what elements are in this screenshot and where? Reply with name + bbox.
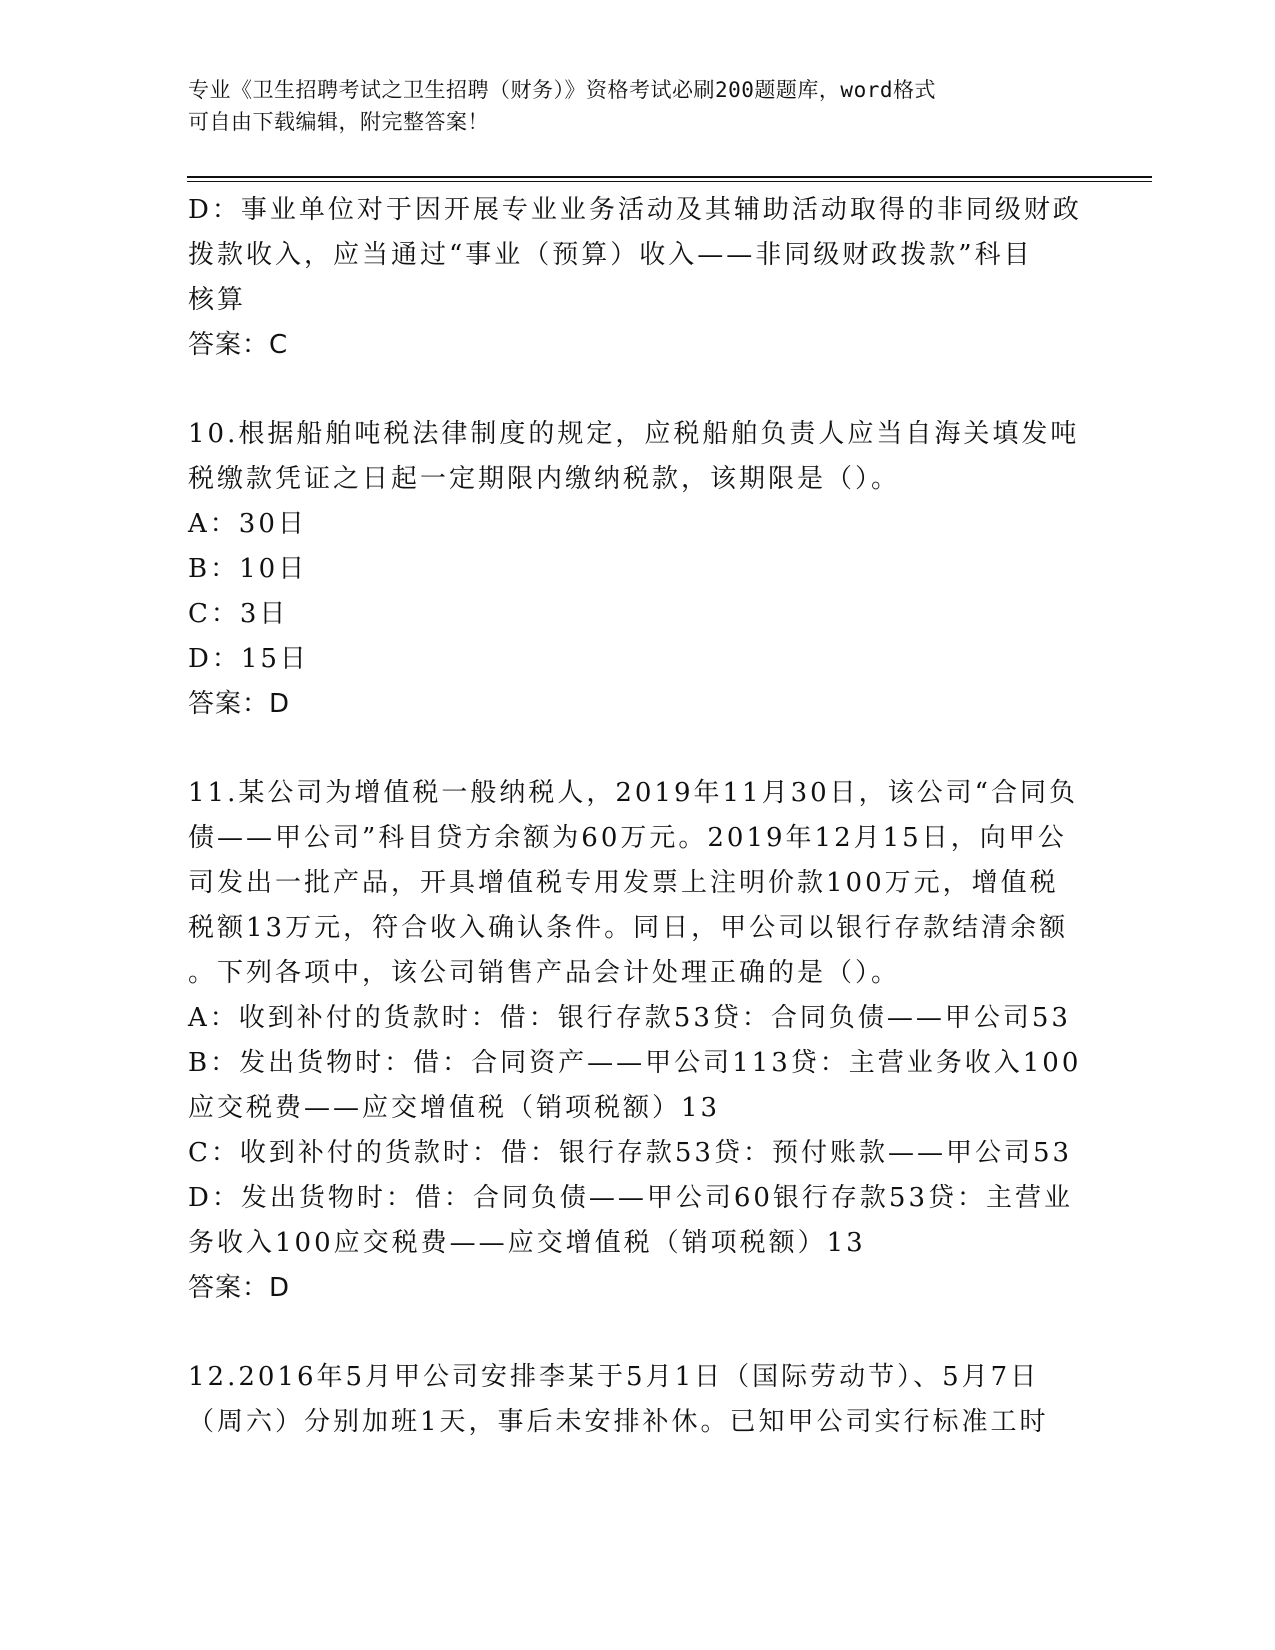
spacer xyxy=(188,727,1088,771)
question-10-stem-line-1: 10.根据船舶吨税法律制度的规定，应税船舶负责人应当自海关填发吨 xyxy=(188,419,1080,449)
question-11-stem-line-1: 11.某公司为增值税一般纳税人，2019年11月30日，该公司“合同负 xyxy=(188,778,1078,808)
question-11-stem-line-2: 债——甲公司”科目贷方余额为60万元。2019年12月15日，向甲公 xyxy=(188,823,1067,853)
option-d-line-2: 务收入100应交税费——应交增值税（销项税额）13 xyxy=(188,1228,866,1258)
question-content xyxy=(188,188,1088,1445)
option-a: A：收到补付的货款时：借：银行存款53贷：合同负债——甲公司53 xyxy=(188,1003,1071,1033)
header-line-1: 专业《卫生招聘考试之卫生招聘（财务）》资格考试必刷200题题库，word格式 xyxy=(188,78,936,102)
option-b: B：10日 xyxy=(188,554,308,584)
question-11-stem-line-5: 。下列各项中，该公司销售产品会计处理正确的是（）。 xyxy=(188,958,901,988)
question-10 xyxy=(188,412,1088,727)
option-b-line-2: 应交税费——应交增值税（销项税额）13 xyxy=(188,1093,721,1123)
question-12-stem-line-1: 12.2016年5月甲公司安排李某于5月1日（国际劳动节）、5月7日 xyxy=(188,1362,1040,1392)
spacer xyxy=(188,368,1088,412)
option-d: D：15日 xyxy=(188,644,309,674)
option-d-line-1: D：发出货物时：借：合同负债——甲公司60银行存款53贷：主营业 xyxy=(188,1183,1074,1213)
answer-q11: 答案：D xyxy=(188,1273,291,1303)
answer-q10: 答案：D xyxy=(188,689,291,719)
question-12 xyxy=(188,1355,1088,1445)
question-10-stem-line-2: 税缴款凭证之日起一定期限内缴纳税款，该期限是（）。 xyxy=(188,464,901,494)
page-header xyxy=(188,74,1068,138)
option-d-line-3: 核算 xyxy=(188,285,247,315)
question-9-tail xyxy=(188,188,1088,368)
question-12-stem-line-2: （周六）分别加班1天，事后未安排补休。已知甲公司实行标准工时 xyxy=(188,1407,1049,1437)
option-d-line-1: D：事业单位对于因开展专业业务活动及其辅助活动取得的非同级财政 xyxy=(188,195,1082,225)
question-11-stem-line-4: 税额13万元，符合收入确认条件。同日，甲公司以银行存款结清余额 xyxy=(188,913,1069,943)
answer-q9: 答案：C xyxy=(188,330,289,360)
option-d-line-2: 拨款收入，应当通过“事业（预算）收入——非同级财政拨款”科目 xyxy=(188,240,1033,270)
spacer xyxy=(188,1311,1088,1355)
question-11-stem-line-3: 司发出一批产品，开具增值税专用发票上注明价款100万元，增值税 xyxy=(188,868,1059,898)
option-a: A：30日 xyxy=(188,509,307,539)
option-c: C：3日 xyxy=(188,599,289,629)
header-divider-thin xyxy=(187,181,1152,182)
option-c: C：收到补付的货款时：借：银行存款53贷：预付账款——甲公司53 xyxy=(188,1138,1073,1168)
option-b-line-1: B：发出货物时：借：合同资产——甲公司113贷：主营业务收入100 xyxy=(188,1048,1082,1078)
header-line-2: 可自由下载编辑，附完整答案！ xyxy=(188,110,489,134)
header-divider-thick xyxy=(187,176,1152,178)
question-11 xyxy=(188,771,1088,1311)
